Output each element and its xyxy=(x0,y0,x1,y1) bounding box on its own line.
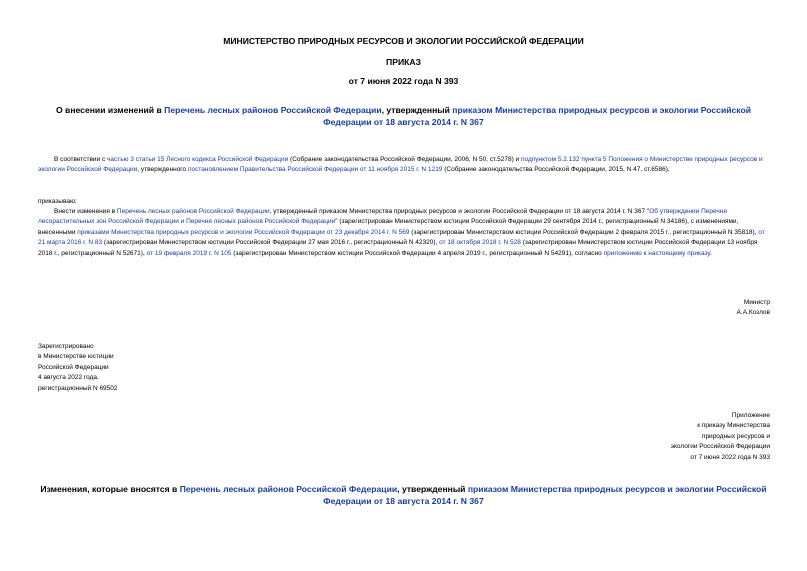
preamble-text-3: , утвержденного xyxy=(137,166,188,174)
appendix-line: природных ресурсов и xyxy=(701,432,770,440)
body-paragraph xyxy=(38,207,770,259)
link-order-83[interactable]: от 21 марта 2016 г. N 83 xyxy=(38,228,765,247)
registration-block xyxy=(38,342,198,394)
link-order-105[interactable]: от 19 февраля 2019 г. N 105 xyxy=(146,249,232,257)
body-text-4: (зарегистрирован Министерством юстиции Российской Федерации 2 февраля 2015 г., регистрационный N 35818), xyxy=(409,228,759,236)
body-text-1: Внести изменения в xyxy=(54,208,117,215)
preamble-text-4: (Собрание законодательства Российской Федерации, 2015, N 47, ст.6586), xyxy=(442,166,670,174)
registration-line: Зарегистрировано xyxy=(38,343,94,350)
title-link-forest-regions-list[interactable]: Перечень лесных районов Российской Федерации xyxy=(164,105,382,115)
body-text-7: (зарегистрирован Министерством юстиции Российской Федерации 4 апреля 2019 г., регистрационный N 54291), согласно xyxy=(231,249,604,257)
body-text-2: , утвержденный приказом Министерства природных ресурсов и экологии Российской Федерации от 18 августа 2014 г. N 367 " xyxy=(269,208,650,215)
document-title xyxy=(40,104,767,128)
registration-line: в Министерстве юстиции xyxy=(38,353,114,361)
body-text-8: . xyxy=(710,249,712,257)
registration-line: Российской Федерации xyxy=(38,363,109,371)
appendix-line: экологии Российской Федерации xyxy=(670,443,770,451)
title-text-1: О внесении изменений в xyxy=(55,105,165,115)
preamble-paragraph xyxy=(38,155,770,176)
link-order-367-title[interactable]: Об утверждении Перечня лесорастительных зон Российской Федерации и Перечня лесных районов Российской Федерации xyxy=(38,208,727,226)
order-word: приказываю: xyxy=(38,198,77,205)
signature-block xyxy=(650,298,770,319)
preamble-text-2: (Собрание законодательства Российской Федерации, 2006, N 50, ст.5278) и xyxy=(288,156,521,163)
signature-role: Министр xyxy=(743,299,770,306)
doc-date-number: от 7 июня 2022 года N 393 xyxy=(348,76,459,86)
title-link-order-367[interactable]: приказом Министерства природных ресурсов и экологии Российской Федерации от 18 августа 2014 г. N 367 xyxy=(323,105,752,127)
title-text-2: , утвержденный xyxy=(381,105,453,115)
link-order-569[interactable]: приказами Министерства природных ресурсов и экологии Российской Федерации от 23 декабря 2014 г. N 569 xyxy=(77,228,410,236)
body-text-5: (зарегистрирован Министерством юстиции Российской Федерации 27 мая 2016 г., регистрационный N 42320), xyxy=(102,239,440,247)
changes-link-order-367[interactable]: приказом Министерства природных ресурсов и экологии Российской Федерации от 18 августа 2014 г. N 367 xyxy=(323,484,767,506)
preamble-text-1: В соответствии с xyxy=(54,156,108,163)
changes-link-forest-regions-list[interactable]: Перечень лесных районов Российской Федерации xyxy=(179,484,398,494)
body-text-6: (зарегистрирован Министерством юстиции Российской Федерации 13 ноября 2018 г., регистрационный N 52671), xyxy=(38,239,758,257)
changes-text-2: , утвержденный xyxy=(397,484,468,494)
link-appendix[interactable]: приложению к настоящему приказу xyxy=(603,249,711,257)
registration-line: 4 августа 2022 года, xyxy=(38,374,99,382)
appendix-line: Приложение xyxy=(731,412,770,419)
link-government-resolution[interactable]: постановлением Правительства Российской Федерации от 11 ноября 2015 г. N 1219 xyxy=(187,166,443,174)
link-forest-code-article[interactable]: частью 3 статьи 15 Лесного кодекса Российской Федерации xyxy=(107,156,289,163)
appendix-line: от 7 июня 2022 года N 393 xyxy=(690,453,770,461)
changes-text-1: Изменения, которые вносятся в xyxy=(40,484,180,494)
link-forest-regions-list[interactable]: Перечень лесных районов Российской Федерации xyxy=(116,208,270,215)
doc-type-heading: ПРИКАЗ xyxy=(386,57,421,67)
signature-name: А.А.Козлов xyxy=(736,309,770,317)
body-text-3: " (зарегистрирован Министерством юстиции Российской Федерации 29 сентября 2014 г., регистрационный N 34186), с изменениями, внесенными xyxy=(38,218,739,236)
link-order-528[interactable]: от 18 октября 2018 г. N 528 xyxy=(439,239,521,247)
registration-line: регистрационный N 69502 xyxy=(38,384,118,392)
ministry-heading: МИНИСТЕРСТВО ПРИРОДНЫХ РЕСУРСОВ И ЭКОЛОГИИ РОССИЙСКОЙ ФЕДЕРАЦИИ xyxy=(223,36,584,46)
appendix-block xyxy=(610,411,770,463)
link-ministry-regulation[interactable]: подпунктом 5.2.132 пункта 5 Положения о Министерстве природных ресурсов и экологии Российской Федерации xyxy=(38,156,763,174)
appendix-line: к приказу Министерства xyxy=(697,422,770,430)
changes-title xyxy=(40,483,767,507)
